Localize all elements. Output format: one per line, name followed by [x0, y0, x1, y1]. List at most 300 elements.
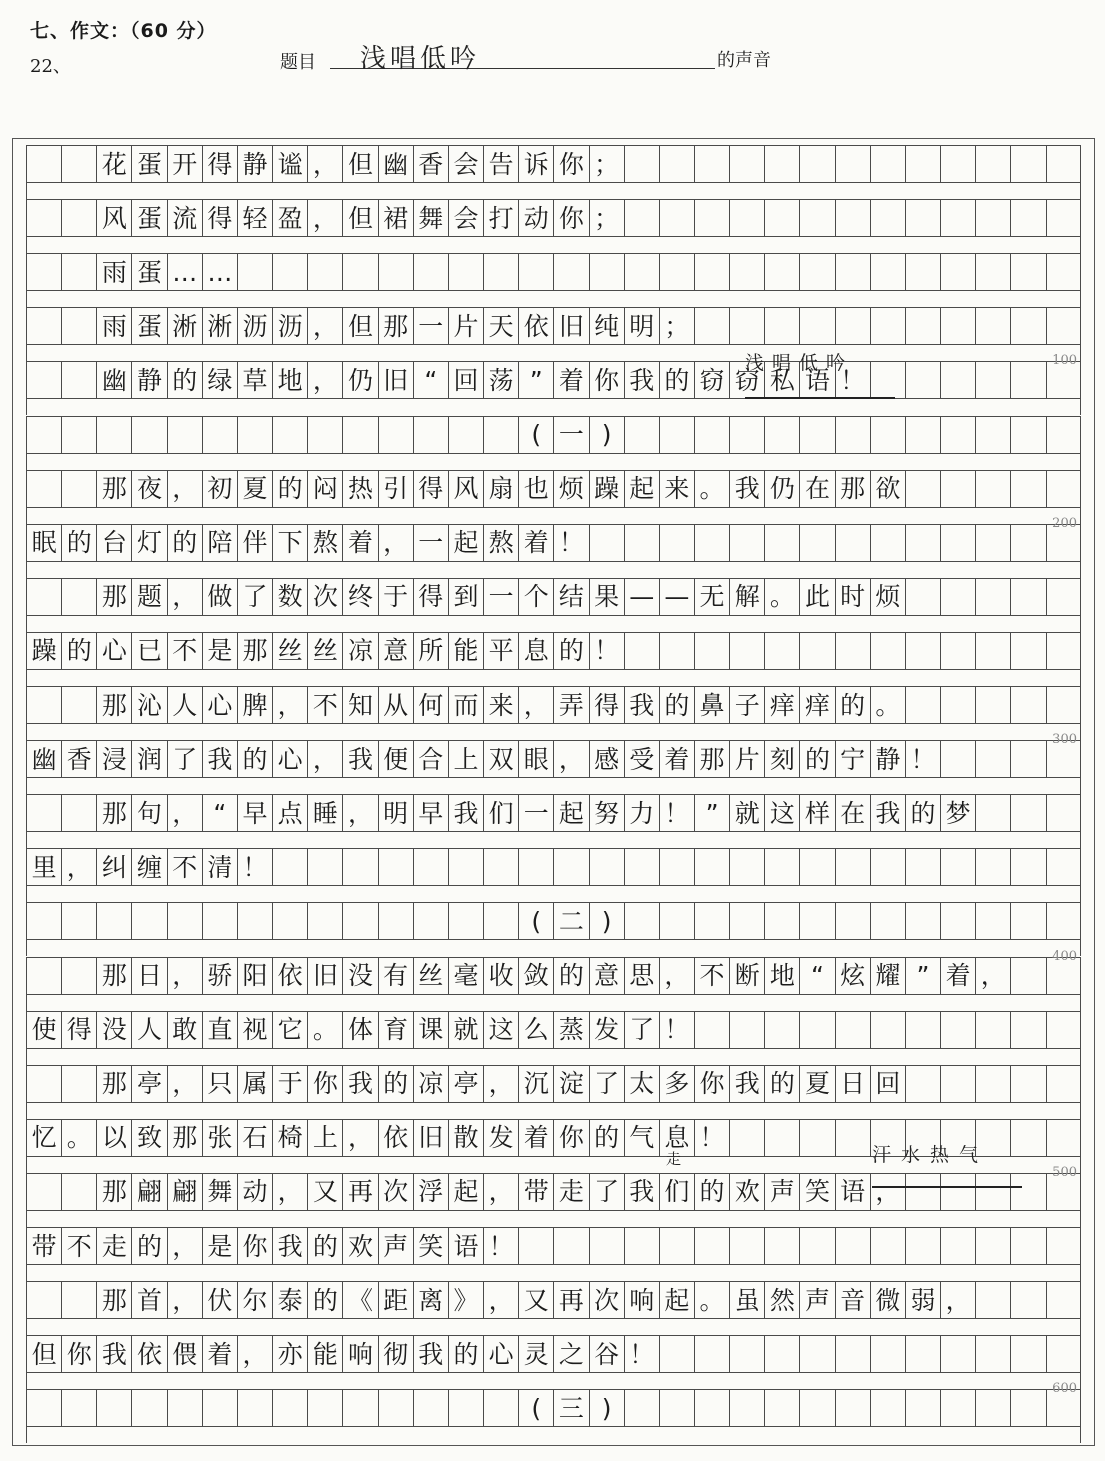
grid-cell — [624, 1335, 659, 1373]
grid-cell — [835, 686, 870, 724]
handwritten-character: 着 — [558, 365, 584, 395]
grid-cell — [202, 1281, 237, 1319]
section-heading: 七、作文：（60 分） — [30, 20, 217, 42]
grid-cell — [764, 686, 799, 724]
handwritten-character: ， — [312, 365, 338, 395]
grid-cell — [96, 145, 131, 183]
grid-cell — [61, 578, 96, 616]
grid-cell — [342, 686, 377, 724]
grid-cell — [26, 253, 61, 291]
grid-cell — [483, 307, 518, 345]
grid-cell — [694, 902, 729, 940]
handwritten-character: ( — [531, 420, 542, 449]
handwritten-character: 浸 — [101, 744, 127, 774]
handwritten-character: 此 — [805, 582, 831, 612]
handwritten-character: 三 — [558, 1393, 584, 1423]
handwritten-character: ) — [601, 420, 612, 449]
grid-cell — [518, 957, 553, 995]
grid-gap-row — [26, 183, 1081, 199]
handwritten-character: 微 — [875, 1285, 901, 1315]
handwritten-character: 们 — [664, 1177, 690, 1207]
grid-cell — [940, 1011, 975, 1049]
handwritten-character: 沥 — [242, 311, 268, 341]
grid-cell — [413, 307, 448, 345]
handwritten-character: ； — [664, 311, 690, 341]
grid-cell — [237, 794, 272, 832]
grid-cell — [870, 1389, 905, 1427]
grid-cell — [518, 145, 553, 183]
handwritten-character: 散 — [453, 1123, 479, 1153]
handwritten-character: 我 — [453, 798, 479, 828]
grid-cell — [799, 416, 834, 454]
grid-cell — [799, 740, 834, 778]
grid-cell — [131, 1173, 166, 1211]
grid-cell — [61, 902, 96, 940]
grid-cell — [483, 957, 518, 995]
handwritten-character: 告 — [488, 149, 514, 179]
handwritten-character: 结 — [558, 582, 584, 612]
handwritten-character: 你 — [558, 203, 584, 233]
handwritten-character: 做 — [207, 582, 233, 612]
handwritten-character: ( — [531, 906, 542, 936]
handwritten-character: 明 — [383, 798, 409, 828]
handwritten-character: 二 — [558, 906, 584, 936]
grid-cell — [624, 902, 659, 940]
handwritten-character: 离 — [418, 1285, 444, 1315]
strikethrough-row5 — [745, 397, 895, 399]
handwritten-character: 于 — [277, 1069, 303, 1099]
handwritten-character: 起 — [453, 528, 479, 558]
grid-cell — [694, 361, 729, 399]
handwritten-character: 浮 — [418, 1177, 444, 1207]
handwritten-character: 就 — [453, 1015, 479, 1045]
handwritten-character: 又 — [312, 1177, 338, 1207]
grid-row — [26, 145, 1081, 183]
grid-cell — [448, 902, 483, 940]
handwritten-character: 仍 — [347, 365, 373, 395]
grid-cell — [589, 1011, 624, 1049]
grid-cell — [870, 1065, 905, 1103]
grid-cell — [483, 1281, 518, 1319]
grid-cell — [307, 740, 342, 778]
handwritten-character: 静 — [242, 149, 268, 179]
grid-cell — [378, 632, 413, 670]
handwritten-character: 静 — [137, 365, 163, 395]
handwritten-character: 人 — [137, 1015, 163, 1045]
grid-cell — [518, 1281, 553, 1319]
handwritten-character: 闷 — [312, 474, 338, 504]
grid-cell — [835, 848, 870, 886]
handwritten-character: ； — [594, 203, 620, 233]
handwritten-character: 起 — [453, 1177, 479, 1207]
grid-cell — [167, 1011, 202, 1049]
grid-cell — [167, 307, 202, 345]
grid-cell — [975, 578, 1010, 616]
grid-cell — [659, 740, 694, 778]
grid-row — [26, 1065, 1081, 1103]
grid-cell — [202, 1389, 237, 1427]
grid-cell — [202, 416, 237, 454]
handwritten-character: 气 — [629, 1123, 655, 1153]
handwritten-character: 多 — [664, 1069, 690, 1099]
grid-cell — [518, 902, 553, 940]
grid-cell — [202, 1335, 237, 1373]
grid-cell — [61, 1173, 96, 1211]
handwritten-character: 声 — [383, 1231, 409, 1261]
grid-cell — [659, 145, 694, 183]
grid-cell — [378, 1335, 413, 1373]
handwritten-character: 使 — [31, 1015, 57, 1045]
grid-cell — [307, 1065, 342, 1103]
handwritten-character: 凉 — [347, 636, 373, 666]
grid-cell — [975, 848, 1010, 886]
handwritten-character: 丝 — [418, 961, 444, 990]
handwritten-character: 来 — [664, 474, 690, 504]
handwritten-character: ， — [172, 961, 198, 990]
grid-cell — [553, 1065, 588, 1103]
grid-cell — [589, 740, 624, 778]
handwritten-character: 心 — [277, 744, 303, 774]
grid-cell — [61, 1335, 96, 1373]
grid-cell — [448, 848, 483, 886]
handwritten-character: 意 — [594, 961, 620, 990]
grid-cell — [589, 1335, 624, 1373]
grid-cell — [905, 957, 940, 995]
grid-cell — [694, 1335, 729, 1373]
handwritten-character: 语 — [840, 1177, 866, 1207]
grid-cell — [518, 740, 553, 778]
grid-cell — [483, 199, 518, 237]
grid-cell — [1046, 199, 1081, 237]
grid-cell — [413, 957, 448, 995]
grid-cell — [237, 145, 272, 183]
handwritten-character: 何 — [418, 690, 444, 720]
grid-cell — [659, 307, 694, 345]
handwritten-character: 依 — [137, 1339, 163, 1369]
char-count-marker: 200 — [1052, 515, 1077, 531]
handwritten-character: 着 — [347, 528, 373, 558]
grid-cell — [202, 1119, 237, 1157]
handwritten-character: 然 — [769, 1285, 795, 1315]
grid-cell — [26, 1335, 61, 1373]
grid-cell — [307, 1173, 342, 1211]
grid-cell — [553, 686, 588, 724]
grid-cell — [905, 199, 940, 237]
grid-cell — [378, 686, 413, 724]
grid-cell — [1010, 199, 1045, 237]
grid-cell — [307, 1335, 342, 1373]
grid-cell — [96, 740, 131, 778]
handwritten-character: 梦 — [945, 798, 971, 828]
handwritten-character: 伴 — [242, 528, 268, 558]
handwritten-character: 我 — [875, 798, 901, 828]
grid-cell — [553, 361, 588, 399]
grid-cell — [694, 686, 729, 724]
grid-cell — [1046, 794, 1081, 832]
handwritten-character: 灵 — [523, 1339, 549, 1369]
handwritten-character: 语 — [805, 365, 831, 395]
grid-cell — [378, 470, 413, 508]
handwritten-character: 旧 — [312, 961, 338, 990]
grid-cell — [589, 632, 624, 670]
grid-cell — [272, 957, 307, 995]
grid-cell — [553, 1119, 588, 1157]
grid-cell — [483, 848, 518, 886]
grid-cell — [975, 416, 1010, 454]
grid-cell — [905, 848, 940, 886]
grid-cell — [61, 686, 96, 724]
handwritten-character: ) — [601, 1393, 612, 1423]
grid-cell — [378, 361, 413, 399]
handwritten-character: 幽 — [101, 365, 127, 395]
grid-cell — [61, 632, 96, 670]
handwritten-character: 人 — [172, 690, 198, 720]
handwritten-character: 的 — [66, 528, 92, 558]
grid-cell — [940, 578, 975, 616]
handwritten-character: 弱 — [910, 1285, 936, 1315]
grid-cell — [96, 1227, 131, 1265]
grid-cell — [342, 470, 377, 508]
grid-cell — [835, 1173, 870, 1211]
grid-cell — [237, 361, 272, 399]
handwritten-character: ” — [705, 798, 719, 828]
grid-cell — [799, 1389, 834, 1427]
handwritten-character: 语 — [453, 1231, 479, 1261]
grid-cell — [729, 1227, 764, 1265]
grid-cell — [413, 740, 448, 778]
grid-cell — [835, 957, 870, 995]
grid-cell — [940, 524, 975, 562]
grid-gap-row — [26, 508, 1081, 524]
handwritten-character: — — [629, 582, 655, 612]
handwritten-character: 声 — [769, 1177, 795, 1207]
grid-cell — [870, 524, 905, 562]
grid-cell — [307, 470, 342, 508]
grid-cell — [764, 1335, 799, 1373]
handwritten-character: 睡 — [312, 798, 338, 828]
grid-cell — [272, 578, 307, 616]
grid-cell — [272, 145, 307, 183]
grid-cell — [905, 1335, 940, 1373]
grid-cell — [96, 470, 131, 508]
grid-cell — [624, 1389, 659, 1427]
grid-cell — [202, 253, 237, 291]
handwritten-character: 之 — [558, 1339, 584, 1369]
handwritten-character: 到 — [453, 582, 479, 612]
grid-row — [26, 1281, 1081, 1319]
grid-cell — [870, 794, 905, 832]
grid-cell — [870, 361, 905, 399]
handwritten-character: 翩 — [137, 1177, 163, 1207]
grid-cell — [26, 145, 61, 183]
handwritten-character: 受 — [629, 744, 655, 774]
grid-cell — [131, 1281, 166, 1319]
grid-cell — [1046, 416, 1081, 454]
handwritten-character: 解 — [734, 582, 760, 612]
handwritten-character: 熬 — [488, 528, 514, 558]
handwritten-character: 但 — [347, 149, 373, 179]
grid-cell — [694, 578, 729, 616]
grid-cell — [448, 578, 483, 616]
grid-cell — [624, 199, 659, 237]
grid-cell — [764, 1227, 799, 1265]
grid-cell — [694, 253, 729, 291]
grid-cell — [342, 902, 377, 940]
grid-cell — [1010, 145, 1045, 183]
handwritten-character: 是 — [207, 1231, 233, 1261]
handwritten-character: 沁 — [137, 690, 163, 720]
grid-cell — [26, 1119, 61, 1157]
grid-cell — [975, 1335, 1010, 1373]
grid-cell — [694, 740, 729, 778]
grid-cell — [835, 740, 870, 778]
grid-cell — [448, 740, 483, 778]
grid-cell — [659, 1281, 694, 1319]
grid-cell — [624, 470, 659, 508]
handwritten-character: 椅 — [277, 1123, 303, 1153]
handwritten-character: 眼 — [523, 744, 549, 774]
handwritten-character: 了 — [172, 744, 198, 774]
handwritten-character: 我 — [207, 744, 233, 774]
handwritten-character: 毫 — [453, 961, 479, 990]
grid-cell — [694, 1011, 729, 1049]
handwritten-character: 流 — [172, 203, 198, 233]
grid-cell — [799, 1065, 834, 1103]
handwritten-character: 地 — [277, 365, 303, 395]
grid-cell — [518, 307, 553, 345]
grid-cell — [307, 416, 342, 454]
handwritten-character: 又 — [523, 1285, 549, 1315]
handwritten-character: 躁 — [594, 474, 620, 504]
handwritten-character: 花 — [101, 149, 127, 179]
grid-cell — [1046, 1227, 1081, 1265]
grid-cell — [448, 1173, 483, 1211]
grid-cell — [272, 1065, 307, 1103]
grid-cell — [307, 1281, 342, 1319]
grid-cell — [835, 253, 870, 291]
handwritten-character: 幽 — [383, 149, 409, 179]
grid-cell — [448, 1119, 483, 1157]
grid-cell — [870, 199, 905, 237]
grid-cell — [1046, 470, 1081, 508]
grid-cell — [61, 199, 96, 237]
grid-row — [26, 1389, 1081, 1427]
handwritten-character: 欢 — [347, 1231, 373, 1261]
handwritten-character: 彻 — [383, 1339, 409, 1369]
grid-cell — [342, 578, 377, 616]
grid-cell — [940, 416, 975, 454]
grid-cell — [342, 632, 377, 670]
grid-cell — [694, 1119, 729, 1157]
grid-cell — [483, 740, 518, 778]
grid-cell — [378, 1173, 413, 1211]
grid-cell — [61, 361, 96, 399]
handwritten-character: ， — [312, 311, 338, 341]
grid-cell — [518, 1173, 553, 1211]
grid-cell — [975, 524, 1010, 562]
grid-cell — [729, 1119, 764, 1157]
handwritten-character: 收 — [488, 961, 514, 990]
handwritten-character: 的 — [664, 690, 690, 720]
handwritten-character: 我 — [101, 1339, 127, 1369]
handwritten-character: 骄 — [207, 961, 233, 990]
grid-cell — [202, 740, 237, 778]
handwritten-character: 来 — [488, 690, 514, 720]
handwritten-character: 沉 — [523, 1069, 549, 1099]
grid-cell — [729, 253, 764, 291]
grid-cell — [764, 524, 799, 562]
grid-cell — [237, 1011, 272, 1049]
grid-cell — [483, 361, 518, 399]
handwritten-character: 你 — [558, 149, 584, 179]
grid-cell — [448, 1065, 483, 1103]
grid-cell — [835, 794, 870, 832]
grid-cell — [975, 686, 1010, 724]
grid-cell — [307, 361, 342, 399]
grid-cell — [799, 470, 834, 508]
grid-cell — [975, 740, 1010, 778]
grid-cell — [202, 686, 237, 724]
grid-cell — [237, 1281, 272, 1319]
grid-cell — [835, 1011, 870, 1049]
grid-cell — [167, 1065, 202, 1103]
grid-cell — [342, 1227, 377, 1265]
grid-cell — [799, 307, 834, 345]
handwritten-character: 轻 — [242, 203, 268, 233]
grid-cell — [659, 1335, 694, 1373]
handwritten-character: “ — [424, 365, 438, 395]
grid-cell — [1010, 794, 1045, 832]
handwritten-character: 发 — [488, 1123, 514, 1153]
grid-cell — [764, 416, 799, 454]
handwritten-character: 心 — [101, 636, 127, 666]
grid-cell — [237, 902, 272, 940]
grid-cell — [870, 253, 905, 291]
grid-cell — [905, 794, 940, 832]
grid-cell — [764, 307, 799, 345]
grid-cell — [624, 686, 659, 724]
grid-cell — [553, 1281, 588, 1319]
handwritten-character: 依 — [277, 961, 303, 990]
grid-cell — [764, 740, 799, 778]
handwritten-character: 么 — [523, 1015, 549, 1045]
grid-cell — [26, 686, 61, 724]
handwritten-character: 所 — [418, 636, 444, 666]
grid-cell — [448, 416, 483, 454]
grid-cell — [96, 686, 131, 724]
grid-cell — [61, 145, 96, 183]
handwritten-character: 会 — [453, 149, 479, 179]
grid-cell — [659, 902, 694, 940]
handwritten-character: 响 — [629, 1285, 655, 1315]
handwritten-character: 你 — [312, 1069, 338, 1099]
grid-cell — [413, 794, 448, 832]
grid-cell — [694, 307, 729, 345]
grid-cell — [378, 957, 413, 995]
grid-cell — [799, 1173, 834, 1211]
grid-cell — [237, 578, 272, 616]
grid-cell — [624, 1227, 659, 1265]
handwritten-character: ！ — [594, 636, 620, 666]
handwritten-character: ， — [172, 798, 198, 828]
handwritten-character: 凉 — [418, 1069, 444, 1099]
handwritten-character: 子 — [734, 690, 760, 720]
grid-cell — [518, 686, 553, 724]
handwritten-character: 旧 — [558, 311, 584, 341]
grid-cell — [1010, 1281, 1045, 1319]
handwritten-character: 了 — [594, 1069, 620, 1099]
grid-cell — [835, 632, 870, 670]
